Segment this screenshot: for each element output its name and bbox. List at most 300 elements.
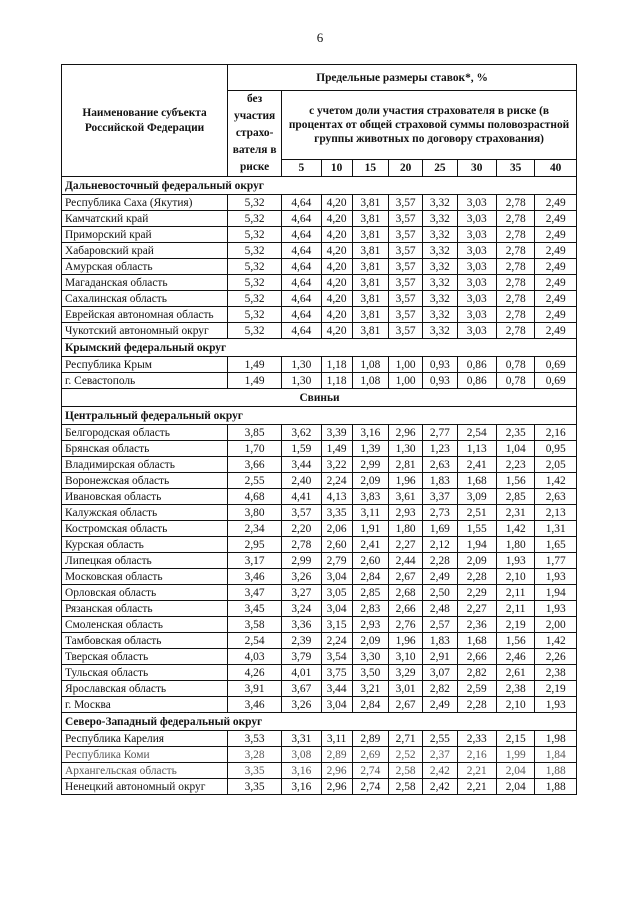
rate-cell: 2,49 — [535, 307, 577, 323]
rate-cell: 1,59 — [282, 441, 321, 457]
region-row — [62, 585, 577, 601]
rate-cell: 3,08 — [282, 747, 321, 763]
rate-cell: 1,13 — [457, 441, 496, 457]
rate-cell: 4,20 — [321, 275, 352, 291]
rate-cell: 1,18 — [321, 373, 352, 389]
rate-cell: 2,66 — [389, 601, 423, 617]
region-name: Магаданская область — [62, 275, 228, 291]
district-title: Северо-Западный федеральный округ — [62, 713, 577, 731]
subject-column-header: Наименование субъекта Российской Федерации — [62, 65, 228, 177]
rate-cell: 1,94 — [535, 585, 577, 601]
rate-cell: 2,49 — [535, 195, 577, 211]
rate-cell: 4,20 — [321, 195, 352, 211]
rate-cell: 2,10 — [496, 697, 534, 713]
rate-cell: 2,60 — [352, 553, 388, 569]
rate-base-cell: 3,35 — [228, 779, 282, 795]
rates-body — [62, 177, 577, 795]
region-row — [62, 681, 577, 697]
rate-cell: 2,24 — [321, 633, 352, 649]
rate-base-cell: 5,32 — [228, 195, 282, 211]
rate-cell: 3,24 — [282, 601, 321, 617]
rate-cell: 2,78 — [496, 243, 534, 259]
rate-cell: 2,09 — [352, 633, 388, 649]
rate-cell: 1,96 — [389, 633, 423, 649]
rate-cell: 2,69 — [352, 747, 388, 763]
rate-cell: 3,03 — [457, 307, 496, 323]
rate-cell: 3,83 — [352, 489, 388, 505]
rate-base-cell: 5,32 — [228, 307, 282, 323]
rate-base-cell: 3,46 — [228, 697, 282, 713]
rate-cell: 2,49 — [535, 323, 577, 339]
rate-cell: 2,78 — [496, 259, 534, 275]
rate-cell: 2,48 — [423, 601, 457, 617]
region-row — [62, 243, 577, 259]
rate-cell: 3,67 — [282, 681, 321, 697]
region-row — [62, 425, 577, 441]
rate-cell: 3,81 — [352, 259, 388, 275]
rate-cell: 2,24 — [321, 473, 352, 489]
rate-cell: 1,94 — [457, 537, 496, 553]
rate-base-cell: 5,32 — [228, 323, 282, 339]
rate-cell: 2,84 — [352, 569, 388, 585]
rate-cell: 1,00 — [389, 373, 423, 389]
rate-cell: 4,64 — [282, 227, 321, 243]
rate-cell: 2,85 — [352, 585, 388, 601]
rate-cell: 3,32 — [423, 307, 457, 323]
region-name: г. Москва — [62, 697, 228, 713]
rate-cell: 3,57 — [389, 291, 423, 307]
region-row — [62, 441, 577, 457]
rate-cell: 2,89 — [321, 747, 352, 763]
rate-cell: 1,96 — [389, 473, 423, 489]
rate-cell: 2,71 — [389, 731, 423, 747]
rate-base-cell: 4,68 — [228, 489, 282, 505]
rate-cell: 2,55 — [423, 731, 457, 747]
rate-cell: 1,77 — [535, 553, 577, 569]
region-row — [62, 697, 577, 713]
rate-cell: 1,80 — [389, 521, 423, 537]
rate-cell: 1,04 — [496, 441, 534, 457]
rate-cell: 3,57 — [389, 307, 423, 323]
rate-base-cell: 3,46 — [228, 569, 282, 585]
rate-cell: 2,04 — [496, 763, 534, 779]
rate-cell: 0,69 — [535, 373, 577, 389]
rate-base-cell: 5,32 — [228, 275, 282, 291]
rate-cell: 2,15 — [496, 731, 534, 747]
percent-header-cell: 25 — [423, 160, 457, 177]
rate-cell: 4,20 — [321, 291, 352, 307]
rate-cell: 1,93 — [535, 569, 577, 585]
rate-cell: 2,96 — [389, 425, 423, 441]
rate-cell: 4,64 — [282, 275, 321, 291]
rate-cell: 1,93 — [535, 601, 577, 617]
rate-cell: 2,58 — [389, 779, 423, 795]
rate-cell: 3,81 — [352, 323, 388, 339]
rate-cell: 4,41 — [282, 489, 321, 505]
rate-cell: 1,80 — [496, 537, 534, 553]
region-row — [62, 211, 577, 227]
rate-cell: 2,11 — [496, 585, 534, 601]
region-name: Сахалинская область — [62, 291, 228, 307]
rate-base-cell: 3,85 — [228, 425, 282, 441]
rate-cell: 3,57 — [389, 259, 423, 275]
rate-cell: 1,98 — [535, 731, 577, 747]
district-title: Дальневосточный федеральный округ — [62, 177, 577, 195]
rate-cell: 3,26 — [282, 697, 321, 713]
rate-cell: 2,63 — [535, 489, 577, 505]
rate-cell: 2,96 — [321, 779, 352, 795]
rate-cell: 3,57 — [389, 195, 423, 211]
rate-cell: 2,82 — [423, 681, 457, 697]
rate-cell: 3,10 — [389, 649, 423, 665]
rate-cell: 3,81 — [352, 211, 388, 227]
region-name: Ненецкий автономный округ — [62, 779, 228, 795]
region-row — [62, 617, 577, 633]
region-name: Липецкая область — [62, 553, 228, 569]
rate-cell: 3,44 — [321, 681, 352, 697]
rate-cell: 1,68 — [457, 633, 496, 649]
rate-base-cell: 5,32 — [228, 227, 282, 243]
rate-base-cell: 3,35 — [228, 763, 282, 779]
rate-cell: 2,10 — [496, 569, 534, 585]
rate-cell: 3,11 — [321, 731, 352, 747]
rate-cell: 2,41 — [457, 457, 496, 473]
rate-cell: 1,49 — [321, 441, 352, 457]
rate-cell: 2,73 — [423, 505, 457, 521]
rate-cell: 2,41 — [352, 537, 388, 553]
rate-cell: 2,38 — [535, 665, 577, 681]
rate-base-cell: 5,32 — [228, 291, 282, 307]
rate-cell: 2,19 — [496, 617, 534, 633]
region-name: Приморский край — [62, 227, 228, 243]
rate-cell: 1,69 — [423, 521, 457, 537]
region-row — [62, 633, 577, 649]
district-row — [62, 339, 577, 357]
rate-cell: 2,00 — [535, 617, 577, 633]
rate-cell: 3,16 — [352, 425, 388, 441]
rate-cell: 3,50 — [352, 665, 388, 681]
region-row — [62, 357, 577, 373]
rate-base-cell: 3,91 — [228, 681, 282, 697]
rate-cell: 1,68 — [457, 473, 496, 489]
rate-cell: 3,03 — [457, 323, 496, 339]
region-name: Владимирская область — [62, 457, 228, 473]
rate-cell: 2,93 — [352, 617, 388, 633]
rate-cell: 3,57 — [389, 243, 423, 259]
rate-cell: 3,31 — [282, 731, 321, 747]
rate-cell: 4,13 — [321, 489, 352, 505]
rate-base-cell: 2,55 — [228, 473, 282, 489]
rate-cell: 3,32 — [423, 227, 457, 243]
rate-cell: 3,32 — [423, 291, 457, 307]
rate-cell: 2,78 — [496, 291, 534, 307]
rate-cell: 2,82 — [457, 665, 496, 681]
region-row — [62, 195, 577, 211]
rate-cell: 4,64 — [282, 195, 321, 211]
rate-cell: 2,78 — [496, 323, 534, 339]
rate-cell: 3,32 — [423, 323, 457, 339]
rate-cell: 1,00 — [389, 357, 423, 373]
region-name: Хабаровский край — [62, 243, 228, 259]
percent-header-cell: 40 — [535, 160, 577, 177]
region-row — [62, 323, 577, 339]
rate-cell: 2,93 — [389, 505, 423, 521]
insurance-rates-table — [61, 64, 577, 795]
rate-base-cell: 5,32 — [228, 211, 282, 227]
region-row — [62, 473, 577, 489]
rate-cell: 2,78 — [496, 307, 534, 323]
rate-cell: 1,83 — [423, 473, 457, 489]
rate-cell: 3,37 — [423, 489, 457, 505]
rate-cell: 1,93 — [535, 697, 577, 713]
rate-base-cell: 5,32 — [228, 243, 282, 259]
rate-cell: 3,03 — [457, 259, 496, 275]
rate-cell: 4,64 — [282, 291, 321, 307]
region-name: Калужская область — [62, 505, 228, 521]
rate-cell: 2,49 — [535, 259, 577, 275]
rate-cell: 3,15 — [321, 617, 352, 633]
rate-cell: 3,44 — [282, 457, 321, 473]
rate-base-cell: 3,53 — [228, 731, 282, 747]
rate-cell: 3,03 — [457, 227, 496, 243]
rate-cell: 2,67 — [389, 569, 423, 585]
rate-cell: 2,78 — [282, 537, 321, 553]
rate-cell: 1,08 — [352, 373, 388, 389]
rate-cell: 3,05 — [321, 585, 352, 601]
rate-cell: 2,42 — [423, 763, 457, 779]
rate-cell: 2,96 — [321, 763, 352, 779]
rate-cell: 2,57 — [423, 617, 457, 633]
rate-base-cell: 5,32 — [228, 259, 282, 275]
rate-cell: 3,62 — [282, 425, 321, 441]
rate-cell: 2,49 — [535, 243, 577, 259]
rate-cell: 2,66 — [457, 649, 496, 665]
rate-base-cell: 1,49 — [228, 373, 282, 389]
region-name: Тверская область — [62, 649, 228, 665]
rate-cell: 3,09 — [457, 489, 496, 505]
district-row — [62, 713, 577, 731]
rate-cell: 2,28 — [457, 697, 496, 713]
rate-cell: 1,30 — [282, 357, 321, 373]
rate-cell: 2,52 — [389, 747, 423, 763]
region-name: Орловская область — [62, 585, 228, 601]
rate-cell: 1,56 — [496, 473, 534, 489]
rate-cell: 2,74 — [352, 763, 388, 779]
rate-cell: 1,39 — [352, 441, 388, 457]
rate-cell: 3,16 — [282, 779, 321, 795]
rate-cell: 2,11 — [496, 601, 534, 617]
region-row — [62, 275, 577, 291]
rate-cell: 2,06 — [321, 521, 352, 537]
rate-cell: 2,44 — [389, 553, 423, 569]
rate-cell: 1,18 — [321, 357, 352, 373]
rate-cell: 2,49 — [423, 697, 457, 713]
rate-cell: 2,16 — [535, 425, 577, 441]
rate-cell: 3,54 — [321, 649, 352, 665]
region-name: Республика Саха (Якутия) — [62, 195, 228, 211]
rate-cell: 3,29 — [389, 665, 423, 681]
rate-cell: 2,79 — [321, 553, 352, 569]
percent-header-cell: 15 — [352, 160, 388, 177]
rate-cell: 2,28 — [423, 553, 457, 569]
rate-cell: 2,83 — [352, 601, 388, 617]
region-name: г. Севастополь — [62, 373, 228, 389]
region-name: Республика Карелия — [62, 731, 228, 747]
rate-cell: 2,78 — [496, 195, 534, 211]
percent-header-cell: 30 — [457, 160, 496, 177]
rate-base-cell: 4,03 — [228, 649, 282, 665]
rate-cell: 2,04 — [496, 779, 534, 795]
region-row — [62, 649, 577, 665]
region-name: Республика Коми — [62, 747, 228, 763]
rate-cell: 3,81 — [352, 291, 388, 307]
rate-cell: 2,51 — [457, 505, 496, 521]
rate-cell: 3,27 — [282, 585, 321, 601]
region-name: Ивановская область — [62, 489, 228, 505]
rate-cell: 4,64 — [282, 307, 321, 323]
rate-cell: 4,01 — [282, 665, 321, 681]
rate-cell: 2,20 — [282, 521, 321, 537]
rate-cell: 3,81 — [352, 275, 388, 291]
rate-cell: 4,64 — [282, 259, 321, 275]
region-row — [62, 505, 577, 521]
rate-cell: 2,49 — [535, 275, 577, 291]
region-row — [62, 763, 577, 779]
rate-cell: 2,36 — [457, 617, 496, 633]
rate-cell: 4,64 — [282, 243, 321, 259]
region-name: Камчатский край — [62, 211, 228, 227]
rate-cell: 3,04 — [321, 697, 352, 713]
rate-cell: 1,93 — [496, 553, 534, 569]
rate-cell: 2,49 — [535, 211, 577, 227]
rate-cell: 0,93 — [423, 357, 457, 373]
rate-cell: 1,31 — [535, 521, 577, 537]
rate-cell: 2,39 — [282, 633, 321, 649]
rate-cell: 3,01 — [389, 681, 423, 697]
rate-cell: 2,78 — [496, 227, 534, 243]
rate-cell: 2,27 — [389, 537, 423, 553]
rate-cell: 3,03 — [457, 243, 496, 259]
rate-cell: 2,40 — [282, 473, 321, 489]
region-row — [62, 489, 577, 505]
rate-cell: 2,46 — [496, 649, 534, 665]
region-name: Архангельская область — [62, 763, 228, 779]
category-title: Свиньи — [62, 389, 577, 407]
rate-cell: 3,57 — [389, 323, 423, 339]
rate-cell: 3,16 — [282, 763, 321, 779]
region-name: Смоленская область — [62, 617, 228, 633]
region-name: Еврейская автономная область — [62, 307, 228, 323]
region-name: Рязанская область — [62, 601, 228, 617]
rate-cell: 1,83 — [423, 633, 457, 649]
rate-cell: 2,77 — [423, 425, 457, 441]
region-name: Курская область — [62, 537, 228, 553]
rate-cell: 2,49 — [423, 569, 457, 585]
rate-base-cell: 3,45 — [228, 601, 282, 617]
rate-cell: 2,78 — [496, 211, 534, 227]
rate-cell: 3,32 — [423, 259, 457, 275]
rate-cell: 2,37 — [423, 747, 457, 763]
rate-cell: 3,35 — [321, 505, 352, 521]
rate-cell: 3,03 — [457, 275, 496, 291]
rate-cell: 3,57 — [389, 227, 423, 243]
rate-cell: 3,22 — [321, 457, 352, 473]
district-title: Крымский федеральный округ — [62, 339, 577, 357]
rate-base-cell: 3,66 — [228, 457, 282, 473]
rate-cell: 2,99 — [352, 457, 388, 473]
region-row — [62, 373, 577, 389]
rate-cell: 2,58 — [389, 763, 423, 779]
rate-cell: 4,20 — [321, 243, 352, 259]
rate-cell: 2,21 — [457, 763, 496, 779]
rate-cell: 3,26 — [282, 569, 321, 585]
rate-cell: 2,23 — [496, 457, 534, 473]
rate-base-cell: 2,34 — [228, 521, 282, 537]
rate-cell: 1,84 — [535, 747, 577, 763]
region-name: Брянская область — [62, 441, 228, 457]
rate-cell: 3,30 — [352, 649, 388, 665]
percent-header-cell: 5 — [282, 160, 321, 177]
region-row — [62, 747, 577, 763]
rate-base-cell: 3,47 — [228, 585, 282, 601]
rate-cell: 0,86 — [457, 373, 496, 389]
rate-cell: 3,21 — [352, 681, 388, 697]
region-name: Воронежская область — [62, 473, 228, 489]
percent-header-cell: 10 — [321, 160, 352, 177]
rate-cell: 2,31 — [496, 505, 534, 521]
region-row — [62, 307, 577, 323]
rate-cell: 3,32 — [423, 195, 457, 211]
rate-cell: 3,32 — [423, 275, 457, 291]
rate-cell: 2,68 — [389, 585, 423, 601]
rate-cell: 1,88 — [535, 779, 577, 795]
rate-cell: 2,49 — [535, 227, 577, 243]
region-row — [62, 665, 577, 681]
region-name: Тульская область — [62, 665, 228, 681]
rate-base-cell: 2,54 — [228, 633, 282, 649]
rate-cell: 0,78 — [496, 357, 534, 373]
rate-cell: 3,32 — [423, 243, 457, 259]
rate-cell: 3,81 — [352, 243, 388, 259]
rate-cell: 2,78 — [496, 275, 534, 291]
rate-cell: 0,95 — [535, 441, 577, 457]
rate-cell: 2,05 — [535, 457, 577, 473]
region-row — [62, 259, 577, 275]
rate-cell: 2,89 — [352, 731, 388, 747]
rate-cell: 2,28 — [457, 569, 496, 585]
rate-cell: 1,88 — [535, 763, 577, 779]
rate-base-cell: 3,17 — [228, 553, 282, 569]
rate-base-cell: 1,70 — [228, 441, 282, 457]
percent-header-cell: 20 — [389, 160, 423, 177]
rate-base-cell: 3,80 — [228, 505, 282, 521]
rate-cell: 3,04 — [321, 569, 352, 585]
rate-cell: 0,93 — [423, 373, 457, 389]
rate-cell: 2,63 — [423, 457, 457, 473]
region-name: Чукотский автономный округ — [62, 323, 228, 339]
rate-cell: 4,20 — [321, 211, 352, 227]
rate-cell: 3,11 — [352, 505, 388, 521]
rate-cell: 2,99 — [282, 553, 321, 569]
rate-cell: 2,74 — [352, 779, 388, 795]
rate-cell: 3,57 — [389, 275, 423, 291]
region-row — [62, 553, 577, 569]
rate-cell: 2,81 — [389, 457, 423, 473]
limits-title-header: Предельные размеры ставок*, % — [228, 65, 577, 91]
rate-cell: 2,21 — [457, 779, 496, 795]
region-row — [62, 521, 577, 537]
rate-cell: 3,32 — [423, 211, 457, 227]
